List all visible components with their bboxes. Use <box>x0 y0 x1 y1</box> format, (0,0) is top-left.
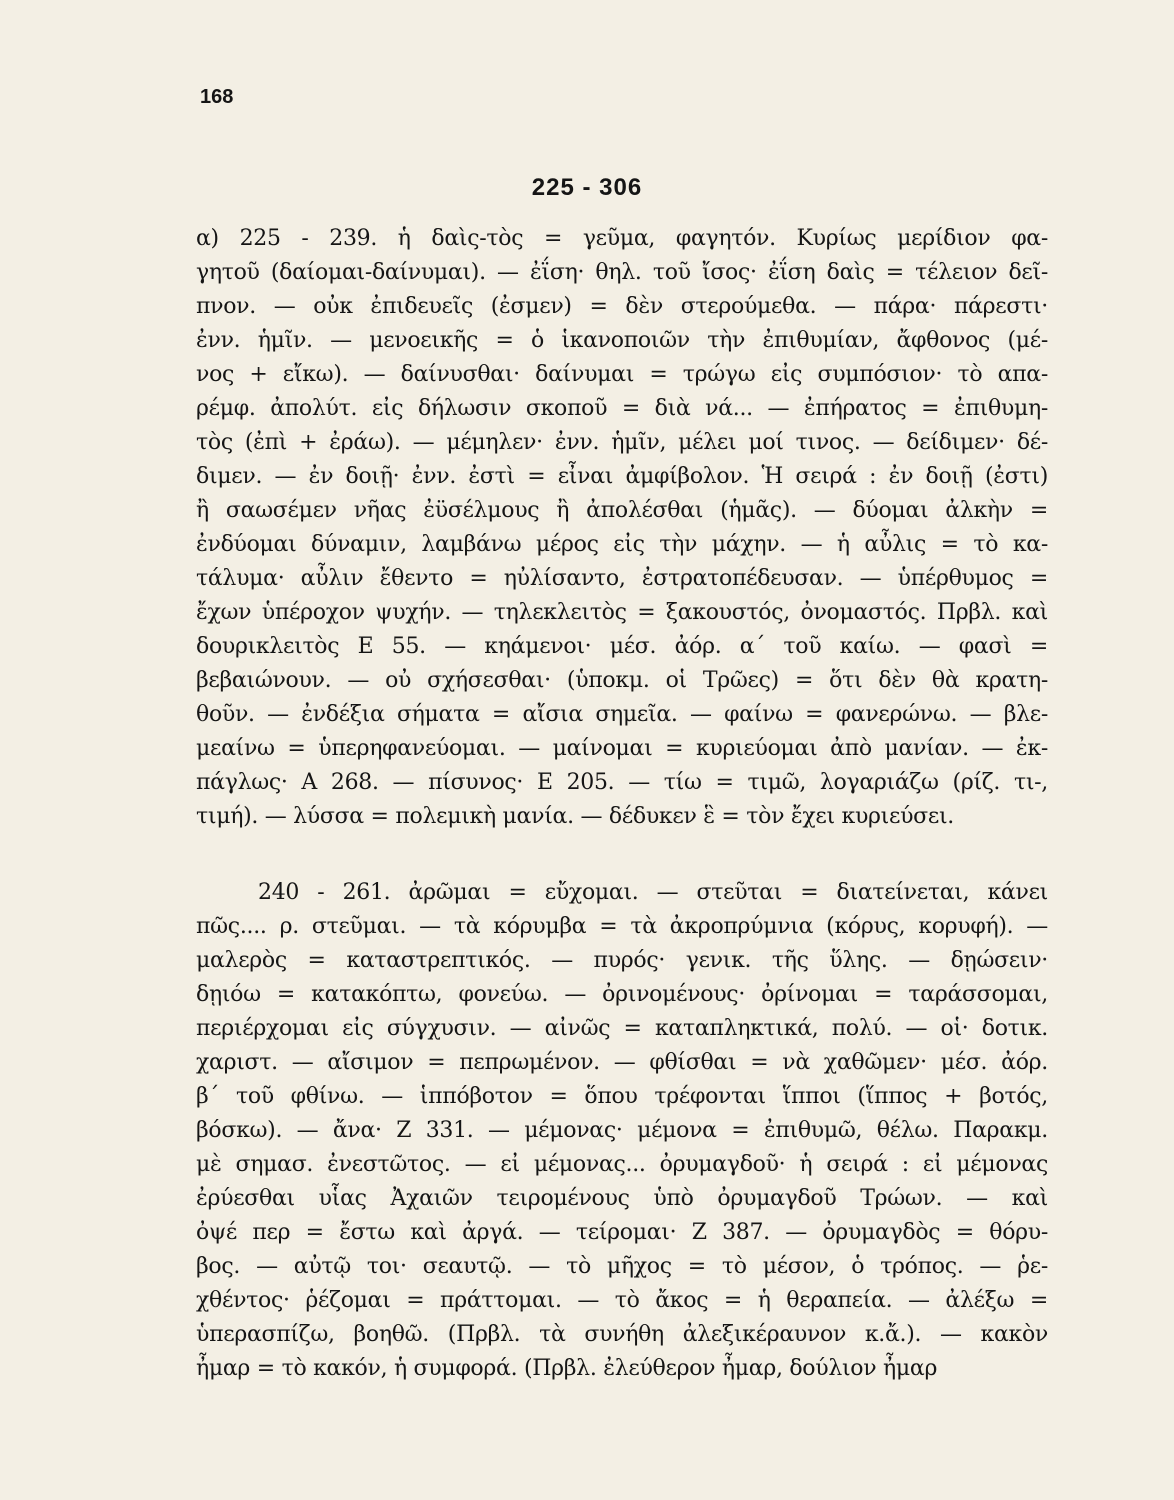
text-line: βεβαιώνουν. — οὐ σχήσεσθαι· (ὑποκμ. οἱ Τρῶες) = ὅτι δὲν θὰ κρατη- <box>196 668 1048 693</box>
text-line: τιμή). — λύσσα = πολεμικὴ μανία. — δέδυκεν ἓ = τὸν ἔχει κυριεύσει. <box>196 804 954 829</box>
text-line: πάγλως· Α 268. — πίσυνος· Ε 205. — τίω = τιμῶ, λογαριάζω (ρίζ. τι-, <box>196 770 1048 795</box>
text-line: γητοῦ (δαίομαι-δαίνυμαι). — ἐΐση· θηλ. τοῦ ἴσος· ἐΐση δαὶς = τέλειον δεῖ- <box>196 260 1048 285</box>
text-line: τὸς (ἐπὶ + ἐράω). — μέμηλεν· ἐνν. ἡμῖν, μέλει μοί τινος. — δείδιμεν· δέ- <box>196 430 1048 455</box>
text-line: β΄ τοῦ φθίνω. — ἱππόβοτον = ὅπου τρέφονται ἵπποι (ἵππος + βοτός, <box>196 1084 1048 1109</box>
commentary-paragraph-b <box>196 876 1048 1386</box>
text-line: ἐνδύομαι δύναμιν, λαμβάνω μέρος εἰς τὴν μάχην. — ἡ αὖλις = τὸ κα- <box>196 532 1048 557</box>
text-line: μεαίνω = ὑπερηφανεύομαι. — μαίνομαι = κυριεύομαι ἀπὸ μανίαν. — ἐκ- <box>196 736 1048 761</box>
text-line: ἐρύεσθαι υἷας Ἀχαιῶν τειρομένους ὑπὸ ὀρυμαγδοῦ Τρώων. — καὶ <box>196 1186 1048 1211</box>
text-line: ἦμαρ = τὸ κακόν, ἡ συμφορά. (Πρβλ. ἐλεύθερον ἦμαρ, δούλιον ἦμαρ <box>196 1356 938 1381</box>
text-line: ἔχων ὑπέροχον ψυχήν. — τηλεκλειτὸς = ξακουστός, ὀνομαστός. Πρβλ. καὶ <box>196 600 1048 625</box>
text-line: μαλερὸς = καταστρεπτικός. — πυρός· γενικ. τῆς ὕλης. — δῃώσειν· <box>196 948 1048 973</box>
text-line: νος + εἴκω). — δαίνυσθαι· δαίνυμαι = τρώγω εἰς συμπόσιον· τὸ απα- <box>196 362 1048 387</box>
text-line: ὀψέ περ = ἔστω καὶ ἀργά. — τείρομαι· Ζ 387. — ὀρυμαγδὸς = θόρυ- <box>196 1220 1048 1245</box>
text-line: ἐνν. ἡμῖν. — μενοεικῆς = ὁ ἱκανοποιῶν τὴν ἐπιθυμίαν, ἄφθονος (μέ- <box>196 328 1048 353</box>
text-line: τάλυμα· αὖλιν ἔθεντο = ηὐλίσαντο, ἐστρατοπέδευσαν. — ὑπέρθυμος = <box>196 566 1048 591</box>
text-line: πνον. — οὐκ ἐπιδευεῖς (ἐσμεν) = δὲν στερούμεθα. — πάρα· πάρεστι· <box>196 294 1048 319</box>
text-line: βόσκω). — ἄνα· Ζ 331. — μέμονας· μέμονα = ἐπιθυμῶ, θέλω. Παρακμ. <box>196 1118 1048 1143</box>
text-line: διμεν. — ἐν δοιῇ· ἐνν. ἐστὶ = εἶναι ἀμφίβολον. Ἡ σειρά : ἐν δοιῇ (ἐστι) <box>196 464 1048 489</box>
text-line: πῶς.... ρ. στεῦμαι. — τὰ κόρυμβα = τὰ ἀκροπρύμνια (κόρυς, κορυφή). — <box>196 914 1048 939</box>
text-line: χθέντος· ῥέζομαι = πράττομαι. — τὸ ἄκος = ἡ θεραπεία. — ἀλέξω = <box>196 1288 1048 1313</box>
text-line: ὑπερασπίζω, βοηθῶ. (Πρβλ. τὰ συνήθη ἀλεξικέραυνον κ.ἄ.). — κακὸν <box>196 1322 1048 1347</box>
text-line: δῃιόω = κατακόπτω, φονεύω. — ὀρινομένους· ὀρίνομαι = ταράσσομαι, <box>196 982 1048 1007</box>
text-line: α) 225 - 239. ἡ δαὶς-τὸς = γεῦμα, φαγητόν. Κυρίως μερίδιον φα- <box>196 226 1048 251</box>
text-line: περιέρχομαι εἰς σύγχυσιν. — αἰνῶς = καταπληκτικά, πολύ. — οἱ· δοτικ. <box>196 1016 1048 1041</box>
text-line: βος. — αὐτῷ τοι· σεαυτῷ. — τὸ μῆχος = τὸ μέσον, ὁ τρόπος. — ῥε- <box>196 1254 1048 1279</box>
text-line: χαριστ. — αἴσιμον = πεπρωμένον. — φθίσθαι = νὰ χαθῶμεν· μέσ. ἀόρ. <box>196 1050 1048 1075</box>
text-line: ἢ σαωσέμεν νῆας ἐϋσέλμους ἢ ἀπολέσθαι (ἡμᾶς). — δύομαι ἀλκὴν = <box>196 498 1048 523</box>
text-line: δουρικλειτὸς Ε 55. — κηάμενοι· μέσ. ἀόρ. α΄ τοῦ καίω. — φασὶ = <box>196 634 1048 659</box>
text-line: θοῦν. — ἐνδέξια σήματα = αἴσια σημεῖα. — φαίνω = φανερώνω. — βλε- <box>196 702 1048 727</box>
text-line: μὲ σημασ. ἐνεστῶτος. — εἰ μέμονας... ὀρυμαγδοῦ· ἡ σειρά : εἰ μέμονας <box>196 1152 1048 1177</box>
page-number: 168 <box>200 86 234 108</box>
commentary-paragraph-a <box>196 222 1048 834</box>
text-line: ρέμφ. ἀπολύτ. εἰς δήλωσιν σκοποῦ = διὰ νά... — ἐπήρατος = ἐπιθυμη- <box>196 396 1048 421</box>
section-heading: 225 - 306 <box>531 174 643 201</box>
text-line: 240 - 261. ἀρῶμαι = εὔχομαι. — στεῦται = διατείνεται, κάνει <box>258 880 1048 905</box>
